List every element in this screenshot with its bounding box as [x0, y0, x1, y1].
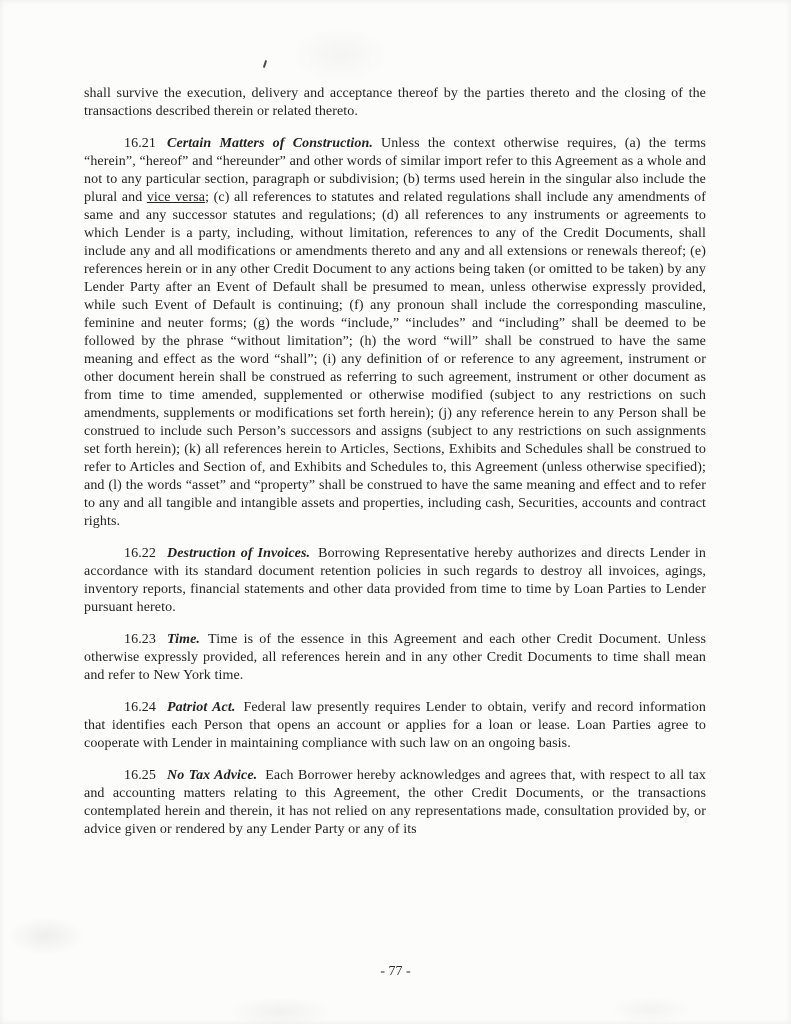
text-run: Unless the context otherwise requires, (a) the terms “herein”, “hereof” and “hereunder” and other words of similar import refer to this Agreement as a whole and not to any particular section, paragraph or subdivision; (b) terms used herein in the singular also include the plural and — [84, 136, 706, 205]
section-heading: Certain Matters of Construction. — [167, 136, 373, 151]
section-number: 16.24 — [124, 700, 156, 715]
section-number: 16.23 — [124, 632, 156, 647]
page-number: - 77 - — [380, 964, 411, 979]
section-number: 16.22 — [124, 546, 156, 561]
scan-artifact — [263, 60, 267, 68]
section-heading: Time. — [167, 632, 201, 647]
section-heading: Patriot Act. — [167, 700, 236, 715]
section-number: 16.25 — [124, 768, 156, 783]
section-16-22 — [84, 545, 706, 617]
section-16-23 — [84, 631, 706, 685]
text-run: Federal law presently requires Lender to obtain, verify and record information that identifies each Person that opens an account or applies for a loan or lease. Loan Parties agree to cooperate with Lender in maintaining compliance with such law on an ongoing basis. — [84, 700, 706, 751]
section-16-24 — [84, 699, 706, 753]
text-run: Borrowing Representative hereby authorizes and directs Lender in accordance with its standard document retention policies in such regards to destroy all invoices, agings, inventory reports, financial statements and other data provided from time to time by Loan Parties to Lender pursuant hereto. — [84, 546, 707, 615]
section-heading: No Tax Advice. — [167, 768, 258, 783]
text-run: shall survive the execution, delivery and acceptance thereof by the parties thereto and the closing of the transactions described therein or related thereto. — [84, 86, 706, 119]
document-body — [84, 85, 706, 839]
section-number: 16.21 — [124, 136, 156, 151]
section-16-21 — [84, 135, 706, 531]
underlined-term: vice versa — [146, 190, 206, 205]
text-run: ; (c) all references to statutes and related regulations shall include any amendments of same and any successor statutes and regulations; (d) all references to any instruments or agreements to which Lender is a party, including, without limitation, references to any of the Credit Documents, shall include any and all modifications or amendments thereto and any and all extensions or renewals thereof; (e) references herein or in any other Credit Document to any actions being taken (or omitted to be taken) by any Lender Party after an Event of Default shall be presumed to mean, unless otherwise expressly provided, while such Event of Default is continuing; (f) any pronoun shall include the corresponding masculine, feminine and neuter forms; (g) the words “include,” “includes” and “including” shall be deemed to be followed by the phrase “without limitation”; (h) the word “will” shall be construed to have the same meaning and effect as the word “shall”; (i) any definition of or reference to any agreement, instrument or other document herein shall be construed as referring to such agreement, instrument or other document as from time to time amended, supplemented or otherwise modified (subject to any restrictions on such amendments, supplements or modifications set forth herein); (j) any reference herein to any Person shall be construed to include such Person’s successors and assigns (subject to any restrictions on such assignments set forth herein); (k) all references herein to Articles, Sections, Exhibits and Schedules shall be construed to refer to Articles and Section of, and Exhibits and Schedules to, this Agreement (unless otherwise specified); and (l) the words “asset” and “property” shall be construed to have the same meaning and effect and to refer to any and all tangible and intangible assets and properties, including cash, Securities, accounts and contract rights. — [84, 190, 706, 529]
section-heading: Destruction of Invoices. — [167, 546, 311, 561]
paragraph-continuation — [84, 85, 706, 121]
text-run: Time is of the essence in this Agreement and each other Credit Document. Unless otherwise expressly provided, all references herein and in any other Credit Documents to time shall mean and refer to New York time. — [84, 632, 706, 683]
text-run: Each Borrower hereby acknowledges and agrees that, with respect to all tax and accounting matters relating to this Agreement, the other Credit Documents, or the transactions contemplated herein and therein, it has not relied on any representations made, consultation provided by, or advice given or rendered by any Lender Party or any of its — [84, 768, 706, 837]
section-16-25 — [84, 767, 706, 839]
